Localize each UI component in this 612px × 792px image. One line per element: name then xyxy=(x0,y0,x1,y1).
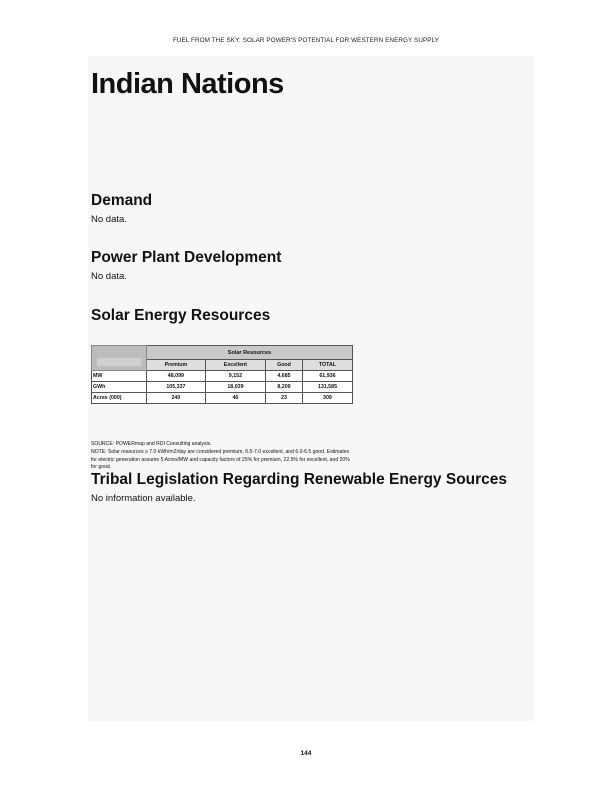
table-cell: 131,585 xyxy=(302,382,352,393)
solar-resources-table xyxy=(91,345,353,404)
column-header-excellent: Excellent xyxy=(205,360,265,371)
section-heading-demand: Demand xyxy=(91,192,153,209)
table-cell: 46 xyxy=(205,393,265,404)
table-row xyxy=(92,382,353,393)
column-header-total: TOTAL xyxy=(302,360,352,371)
section-demand xyxy=(91,192,152,225)
table-cell: 48,099 xyxy=(147,371,206,382)
table-cell: 240 xyxy=(147,393,206,404)
table-cell: 9,152 xyxy=(205,371,265,382)
table-cell: 18,039 xyxy=(205,382,265,393)
table-cell: 23 xyxy=(266,393,303,404)
table-corner-cell xyxy=(92,346,147,371)
table-cell: 8,209 xyxy=(266,382,303,393)
table-source-note: SOURCE: POWERmap and RDI Consulting analysis. xyxy=(91,441,212,447)
column-header-good: Good xyxy=(266,360,303,371)
table-row xyxy=(92,393,353,404)
row-label-gwh: GWh xyxy=(92,382,147,393)
section-heading-solar: Solar Energy Resources xyxy=(91,307,271,324)
section-tribal-legislation xyxy=(91,471,507,504)
table-note: NOTE: Solar resources ≥ 7.0 kWh/m2/day are considered premium, 6.5-7.0 excellent, and 6.0-6.5 good. Estimates for electric generation assume 5 Acres/MW and capacity factors of 25% for premium, 22.5% for excellent, and 20% for good. xyxy=(91,448,350,471)
page-number: 144 xyxy=(300,750,312,757)
row-label-mw: MW xyxy=(92,371,147,382)
table-notes xyxy=(91,441,353,472)
section-body-power-plant: No data. xyxy=(91,271,127,282)
section-solar-energy-resources xyxy=(91,307,270,325)
table-cell: 61,936 xyxy=(302,371,352,382)
section-body-tribal: No information available. xyxy=(91,493,196,504)
running-head: FUEL FROM THE SKY: SOLAR POWER'S POTENTIAL FOR WESTERN ENERGY SUPPLY xyxy=(172,37,440,44)
section-heading-tribal: Tribal Legislation Regarding Renewable Energy Sources xyxy=(91,471,508,488)
column-header-premium: Premium xyxy=(147,360,206,371)
section-power-plant-development xyxy=(91,249,281,282)
table-group-header: Solar Resources xyxy=(147,346,353,360)
row-label-acres: Acres (000) xyxy=(92,393,147,404)
table-row xyxy=(92,371,353,382)
page-title: Indian Nations xyxy=(91,68,284,100)
table-cell: 309 xyxy=(302,393,352,404)
table-cell: 105,337 xyxy=(147,382,206,393)
table-cell: 4,685 xyxy=(266,371,303,382)
section-heading-power-plant: Power Plant Development xyxy=(91,249,282,266)
section-body-demand: No data. xyxy=(91,214,127,225)
